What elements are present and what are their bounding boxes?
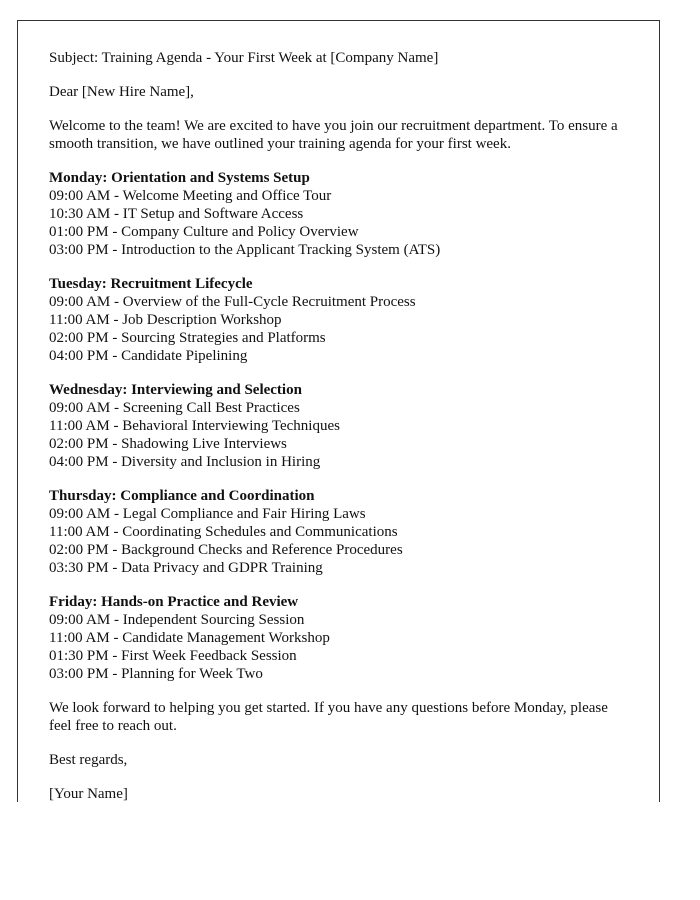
agenda-item: 09:00 AM - Welcome Meeting and Office Tour bbox=[49, 188, 332, 204]
agenda-item: 11:00 AM - Candidate Management Workshop bbox=[49, 630, 330, 646]
agenda-day bbox=[49, 381, 659, 471]
day-title: Wednesday: Interviewing and Selection bbox=[49, 382, 302, 398]
day-title: Monday: Orientation and Systems Setup bbox=[49, 170, 310, 186]
intro-paragraph: Welcome to the team! We are excited to have you join our recruitment department. To ensure a smooth transition, we have outlined your training agenda for your first week. bbox=[49, 118, 618, 152]
agenda-item: 03:00 PM - Introduction to the Applicant Tracking System (ATS) bbox=[49, 242, 441, 258]
agenda-day bbox=[49, 275, 659, 365]
signoff: Best regards, bbox=[49, 752, 128, 768]
agenda-item: 09:00 AM - Independent Sourcing Session bbox=[49, 612, 305, 628]
agenda-day bbox=[49, 169, 659, 259]
agenda-day bbox=[49, 593, 659, 683]
day-title: Tuesday: Recruitment Lifecycle bbox=[49, 276, 253, 292]
agenda-item: 01:30 PM - First Week Feedback Session bbox=[49, 648, 297, 664]
agenda-item: 02:00 PM - Sourcing Strategies and Platforms bbox=[49, 330, 326, 346]
agenda-item: 02:00 PM - Background Checks and Reference Procedures bbox=[49, 542, 403, 558]
subject-line: Subject: Training Agenda - Your First Week at [Company Name] bbox=[49, 50, 439, 66]
agenda-item: 09:00 AM - Legal Compliance and Fair Hiring Laws bbox=[49, 506, 366, 522]
agenda-item: 09:00 AM - Screening Call Best Practices bbox=[49, 400, 300, 416]
agenda-item: 10:30 AM - IT Setup and Software Access bbox=[49, 206, 304, 222]
agenda-day bbox=[49, 487, 659, 577]
day-title: Friday: Hands-on Practice and Review bbox=[49, 594, 299, 610]
agenda-item: 02:00 PM - Shadowing Live Interviews bbox=[49, 436, 287, 452]
agenda-item: 03:00 PM - Planning for Week Two bbox=[49, 666, 263, 682]
agenda-item: 11:00 AM - Coordinating Schedules and Communications bbox=[49, 524, 398, 540]
greeting: Dear [New Hire Name], bbox=[49, 84, 194, 100]
agenda-item: 11:00 AM - Behavioral Interviewing Techniques bbox=[49, 418, 340, 434]
day-title: Thursday: Compliance and Coordination bbox=[49, 488, 315, 504]
agenda-item: 09:00 AM - Overview of the Full-Cycle Recruitment Process bbox=[49, 294, 416, 310]
signature: [Your Name] bbox=[49, 786, 128, 802]
agenda-item: 04:00 PM - Candidate Pipelining bbox=[49, 348, 248, 364]
agenda-item: 04:00 PM - Diversity and Inclusion in Hiring bbox=[49, 454, 321, 470]
letter-page bbox=[17, 20, 660, 802]
agenda-item: 11:00 AM - Job Description Workshop bbox=[49, 312, 282, 328]
agenda-item: 01:00 PM - Company Culture and Policy Overview bbox=[49, 224, 359, 240]
agenda-item: 03:30 PM - Data Privacy and GDPR Training bbox=[49, 560, 323, 576]
closing-paragraph: We look forward to helping you get started. If you have any questions before Monday, please feel free to reach out. bbox=[49, 700, 608, 734]
